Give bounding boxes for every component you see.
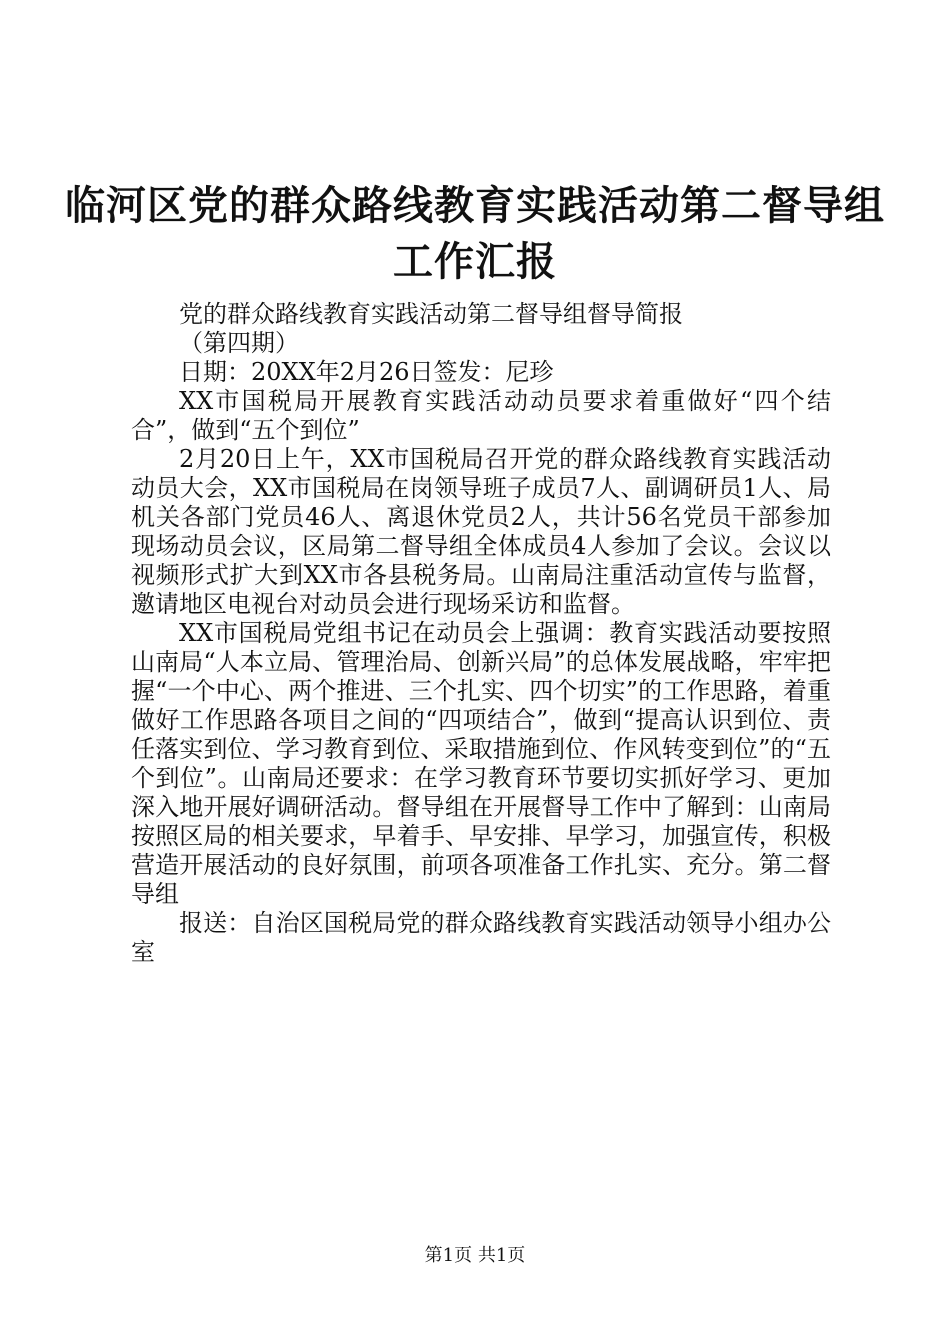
bulletin-subheading: XX市国税局开展教育实践活动动员要求着重做好“四个结合”，做到“五个到位” xyxy=(131,387,831,444)
paragraph-emphasis: XX市国税局党组书记在动员会上强调：教育实践活动要按照山南局“人本立局、管理治局、创新兴局”的总体发展战略，牢牢把握“一个中心、两个推进、三个扎实、四个切实”的工作思路，着重做好工作思路各项目之间的“四项结合”，做到“提高认识到位、责任落实到位、学习教育到位、采取措施到位、作风转变到位”的“五个到位”。山南局还要求：在学习教育环节要切实抓好学习、更加深入地开展好调研活动。督导组在开展督导工作中了解到：山南局按照区局的相关要求，早着手、早安排、早学习，加强宣传，积极营造开展活动的良好氛围，前项各项准备工作扎实、充分。第二督导组 xyxy=(131,619,831,908)
document-title-line-2: 工作汇报 xyxy=(393,239,557,285)
document-body xyxy=(131,300,831,967)
paragraph-report-to: 报送：自治区国税局党的群众路线教育实践活动领导小组办公室 xyxy=(131,909,831,966)
bulletin-heading: 党的群众路线教育实践活动第二督导组督导简报 xyxy=(179,300,683,328)
bulletin-issue: （第四期） xyxy=(179,329,299,357)
paragraph-meeting: 2月20日上午，XX市国税局召开党的群众路线教育实践活动动员大会，XX市国税局在岗领导班子成员7人、副调研员1人、局机关各部门党员46人、离退休党员2人，共计56名党员干部参加现场动员会议，区局第二督导组全体成员4人参加了会议。会议以视频形式扩大到XX市各县税务局。山南局注重活动宣传与监督，邀请地区电视台对动员会进行现场采访和监督。 xyxy=(131,445,831,618)
bulletin-date-signer: 日期：20XX年2月26日签发：尼珍 xyxy=(179,358,554,386)
page-footer: 第1页 共1页 xyxy=(424,1245,526,1266)
document-title-line-1: 临河区党的群众路线教育实践活动第二督导组 xyxy=(65,183,885,229)
